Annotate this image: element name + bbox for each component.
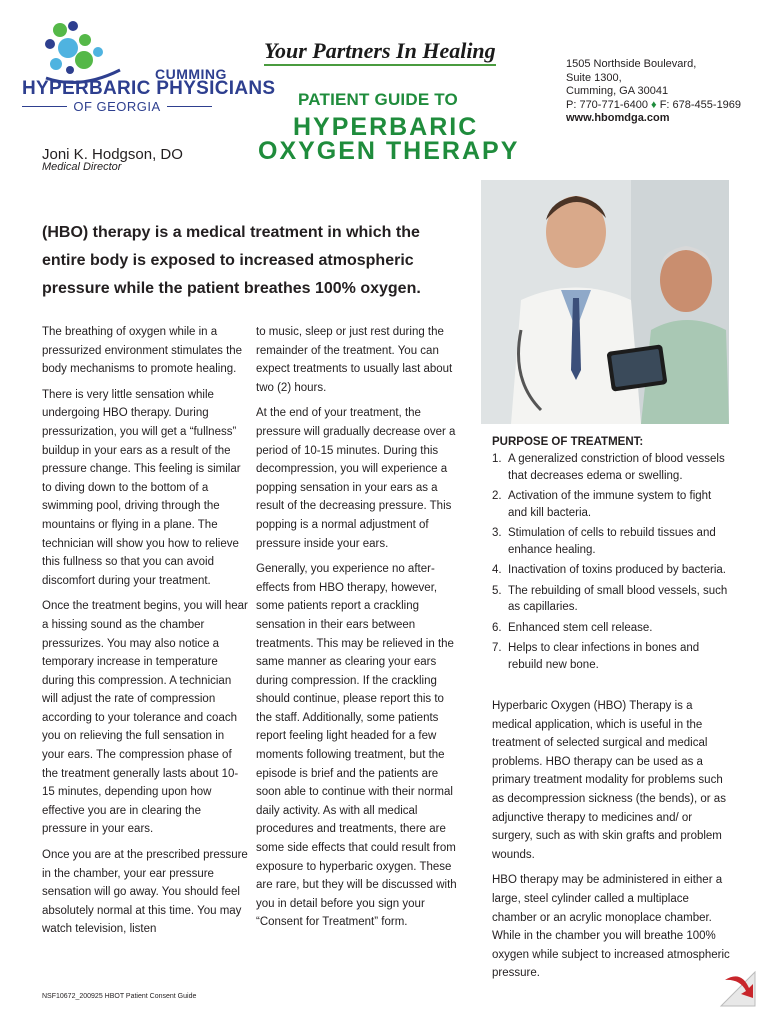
list-text: Activation of the immune system to fight and kill bacteria. (508, 490, 712, 519)
logo-text-hyperbaric-physicians: HYPERBARIC PHYSICIANS (22, 78, 276, 99)
footer-document-code: NSF10672_200925 HBOT Patient Consent Guide (42, 993, 197, 1000)
address-block (566, 58, 741, 126)
tagline-underline (264, 64, 496, 66)
guide-label: PATIENT GUIDE TO (298, 90, 458, 109)
purpose-list-item (492, 640, 732, 673)
list-text: The rebuilding of small blood vessels, such as capillaries. (508, 584, 728, 613)
body-column-1 (42, 323, 248, 946)
col1-paragraph: Once you are at the prescribed pressure in the chamber, your ear pressure sensation will go away. You should feel absolutely normal at this time. You may watch television, listen (42, 849, 248, 936)
page-curl-arrow-icon[interactable] (715, 962, 763, 1012)
fax-number: F: 678-455-1969 (659, 98, 742, 111)
title-line-1: HYPERBARIC (293, 113, 479, 141)
logo-text-cumming: CUMMING (155, 66, 227, 82)
purpose-section (492, 436, 732, 677)
col2-paragraph: At the end of your treatment, the pressure will gradually decrease over a period of 10-15 minutes. During this decompression, you will experience a popping sensation in your ears as a result of the decreasing pressure. This popping is a normal adjustment of pressure inside your ears. (256, 407, 456, 550)
doctor-patient-photo (481, 180, 729, 424)
col1-paragraph: Once the treatment begins, you will hear a hissing sound as the chamber pressurizes. You may also notice a temporary increase in temperature during this compression. A technician will adjust the rate of compression according to your tolerance and coach you on relieving the full sensation in your ears. The compression phase of the treatment generally lasts about 10-15 minutes, depending upon how effective you are in clearing the pressure in your ears. (42, 600, 248, 836)
list-number: 7. (492, 642, 502, 654)
purpose-list (492, 451, 732, 673)
tagline: Your Partners In Healing (264, 38, 496, 63)
title-line-2: OXYGEN THERAPY (258, 137, 520, 165)
list-text: Stimulation of cells to rebuild tissues and enhance healing. (508, 527, 716, 556)
list-number: 6. (492, 621, 502, 634)
logo-rule-left (22, 106, 67, 107)
purpose-list-item (492, 583, 732, 616)
col1-paragraph: The breathing of oxygen while in a pressurized environment stimulates the body mechanisms to promote healing. (42, 326, 243, 376)
col2-paragraph: Generally, you experience no after-effects from HBO therapy, however, some patients report a crackling sensation in their ears between treatments. This may be relieved in the same manner as clearing your ears during compression. If the crackling should continue, please report this to the staff. Additionally, some patients report feeling light headed for a few moments following treatment, but the episode is brief and the patients are soon able to continue with their normal daily activity. As with all medical procedures and treatments, there are some side effects that could result from exposure to hyperbaric oxygen. These are rare, but they will be discussed with you in detail before you sign your “Consent for Treatment” form. (256, 563, 457, 929)
list-number: 3. (492, 527, 502, 539)
purpose-heading: PURPOSE OF TREATMENT: (492, 436, 644, 448)
logo-rule-right (167, 106, 212, 107)
body-column-2 (256, 323, 462, 939)
col3-paragraph: Hyperbaric Oxygen (HBO) Therapy is a medical application, which is useful in the treatment of selected surgical and medical problems. HBO therapy can be used as a primary treatment modality for problems such as decompression sickness (the bends), or as adjunctive therapy to medicines and/ or surgery, such as with skin grafts and problem wounds. (492, 700, 726, 861)
list-text: Helps to clear infections in bones and rebuild new bone. (508, 642, 700, 671)
col2-paragraph: to music, sleep or just rest during the remainder of the treatment. You can expect treatments to usually last about two (2) hours. (256, 326, 453, 394)
col3-paragraph: HBO therapy may be administered in either a large, steel cylinder called a multiplace chamber or an acrylic monoplace chamber. While in the chamber you will breathe 100% oxygen while subject to increased atmospheric pressure. (492, 874, 730, 980)
website-link[interactable]: www.hbomdga.com (566, 112, 670, 124)
purpose-list-item (492, 488, 732, 521)
purpose-list-item (492, 620, 732, 637)
address-phone-fax (566, 99, 741, 113)
list-number: 1. (492, 453, 502, 465)
list-number: 2. (492, 490, 502, 502)
list-number: 5. (492, 584, 502, 597)
logo-text-georgia-label: OF GEORGIA (73, 99, 161, 114)
intro-statement: (HBO) therapy is a medical treatment in which the entire body is exposed to increased atmospheric pressure while the patient breathes 100% oxygen. (42, 224, 421, 297)
list-text: A generalized constriction of blood vessels that decreases edema or swelling. (508, 453, 725, 482)
list-number: 4. (492, 564, 502, 576)
purpose-list-item (492, 451, 732, 484)
address-city: Cumming, GA 30041 (566, 85, 669, 97)
col1-paragraph: There is very little sensation while undergoing HBO therapy. During pressurization, you will get a “fullness” buildup in your ears as a result of the pressure change. This feeling is similar to diving down to the bottom of a swimming pool, driving through the mountains or flying in a plane. The technician will show you how to relieve this fullness so that you can avoid discomfort during your treatment. (42, 388, 241, 587)
body-column-3 (492, 697, 732, 990)
purpose-list-item (492, 525, 732, 558)
list-text: Enhanced stem cell release. (508, 621, 653, 634)
list-text: Inactivation of toxins produced by bacteria. (508, 564, 726, 576)
purpose-list-item (492, 562, 732, 579)
doctor-title: Medical Director (42, 161, 122, 173)
doctor-name: Joni K. Hodgson, DO (42, 146, 183, 163)
address-suite: Suite 1300, (566, 71, 622, 84)
separator-diamond-icon: ♦ (651, 98, 657, 111)
address-street: 1505 Northside Boulevard, (566, 58, 697, 70)
logo-text-of-georgia (22, 99, 212, 114)
phone-number: P: 770-771-6400 (566, 98, 648, 111)
